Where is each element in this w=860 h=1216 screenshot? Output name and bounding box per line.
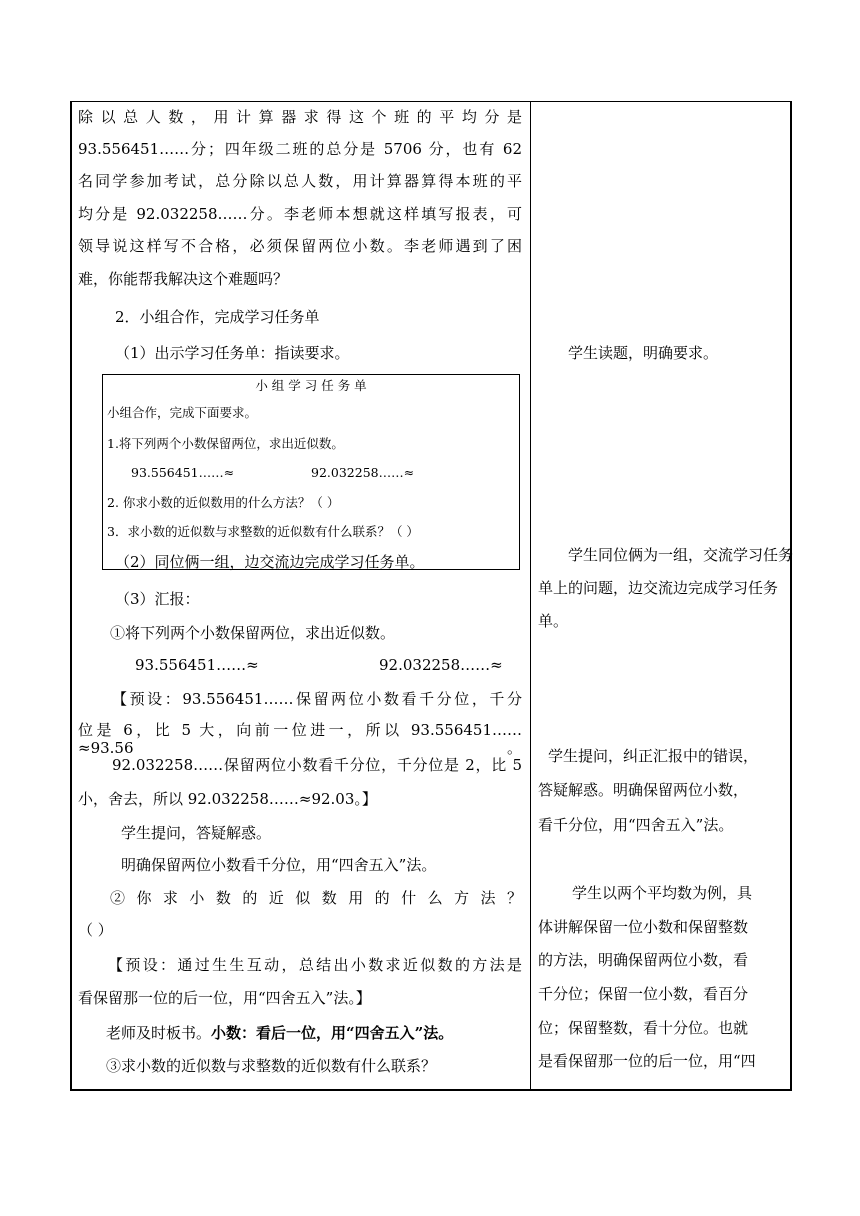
preset-2-line-1: 【预设：通过生生互动，总结出小数求近似数的方法是 (108, 956, 522, 974)
preset-2-line-2: 看保留那一位的后一位，用“四舍五入”法。】 (78, 989, 371, 1007)
left-line-1: 除以总人数，用计算器求得这个班的平均分是 (78, 108, 522, 126)
right-note-2-line-2: 单上的问题，边交流边完成学习任务 (538, 579, 779, 597)
step-2-2: （2）同位俩一组，边交流边完成学习任务单。 (115, 553, 425, 571)
table-border-right (790, 101, 792, 1091)
right-note-3-line-1: 学生提问，纠正汇报中的错误， (548, 747, 759, 765)
task-sheet-number-b: 92.032258……≈ (311, 465, 415, 480)
table-column-divider (530, 101, 531, 1091)
table-border-top (70, 101, 792, 102)
task-sheet-line-5: 3．求小数的近似数与求整数的近似数有什么联系？（ ） (107, 524, 419, 539)
preset-1-line-3: 92.032258……保留两位小数看千分位，千分位是 2，比 5 (112, 756, 522, 774)
question-1: ①将下列两个小数保留两位，求出近似数。 (110, 624, 396, 642)
clarify-rule: 明确保留两位小数看千分位，用“四舍五入”法。 (121, 856, 437, 874)
right-note-3-line-2: 答疑解惑。明确保留两位小数， (538, 781, 749, 799)
right-note-4-line-3: 的方法，明确保留两位小数，看 (538, 951, 749, 969)
table-border-left (70, 101, 72, 1091)
question-1-number-a: 93.556451……≈ (135, 656, 259, 674)
left-line-3: 名同学参加考试，总分除以总人数，用计算器算得本班的平 (78, 172, 522, 190)
step-2-3: （3）汇报： (115, 590, 200, 608)
left-line-5: 领导说这样写不合格，必须保留两位小数。李老师遇到了困 (78, 237, 522, 255)
board-note-rule: 小数：看后一位，用“四舍五入”法。 (211, 1024, 454, 1042)
task-sheet-line-4: 2. 你求小数的近似数用的什么方法？（ ） (107, 495, 340, 510)
step-2-heading: 2．小组合作，完成学习任务单 (115, 308, 320, 326)
question-1-number-b: 92.032258……≈ (379, 656, 503, 674)
step-2-1: （1）出示学习任务单：指读要求。 (115, 344, 350, 362)
right-note-4-line-1: 学生以两个平均数为例，具 (572, 884, 753, 902)
right-note-1: 学生读题，明确要求。 (568, 344, 719, 362)
right-note-3-line-3: 看千分位，用“四舍五入”法。 (538, 816, 734, 834)
board-note-prefix: 老师及时板书。 (106, 1024, 212, 1042)
question-3: ③求小数的近似数与求整数的近似数有什么联系？ (106, 1057, 437, 1075)
question-2-paren: （ ） (78, 921, 113, 939)
left-line-4: 均分是 92.032258……分。李老师本想就这样填写报表，可 (78, 205, 522, 223)
task-sheet-line-2: 1.将下列两个小数保留两位，求出近似数。 (107, 436, 344, 451)
preset-1-line-4: 小，舍去，所以 92.032258……≈92.03。】 (78, 790, 377, 808)
right-note-4-line-4: 千分位；保留一位小数，看百分 (538, 985, 749, 1003)
task-sheet-title: 小 组 学 习 任 务 单 (255, 378, 367, 393)
right-note-4-line-6: 是看保留那一位的后一位，用“四 (538, 1052, 756, 1070)
right-note-4-line-5: 位；保留整数，看十分位。也就 (538, 1019, 749, 1037)
right-note-2-line-1: 学生同位俩为一组，交流学习任务 (568, 546, 794, 564)
student-ask: 学生提问，答疑解惑。 (121, 824, 272, 842)
left-line-6: 难，你能帮我解决这个难题吗？ (78, 270, 289, 288)
right-note-2-line-3: 单。 (538, 612, 569, 630)
preset-1-line-2: 位是 6，比 5 大，向前一位进一，所以 93.556451……≈93.56。 (78, 721, 522, 757)
preset-1-line-1: 【预设：93.556451……保留两位小数看千分位，千分 (112, 690, 522, 708)
task-sheet-line-1: 小组合作，完成下面要求。 (107, 405, 258, 420)
task-sheet-number-a: 93.556451……≈ (131, 465, 235, 480)
board-note (106, 1024, 453, 1042)
left-line-2: 93.556451……分；四年级二班的总分是 5706 分，也有 62 (78, 140, 522, 158)
right-note-4-line-2: 体讲解保留一位小数和保留整数 (538, 918, 749, 936)
question-2: ②你求小数的近似数用的什么方法？ (110, 889, 522, 907)
table-border-bottom (70, 1089, 792, 1091)
